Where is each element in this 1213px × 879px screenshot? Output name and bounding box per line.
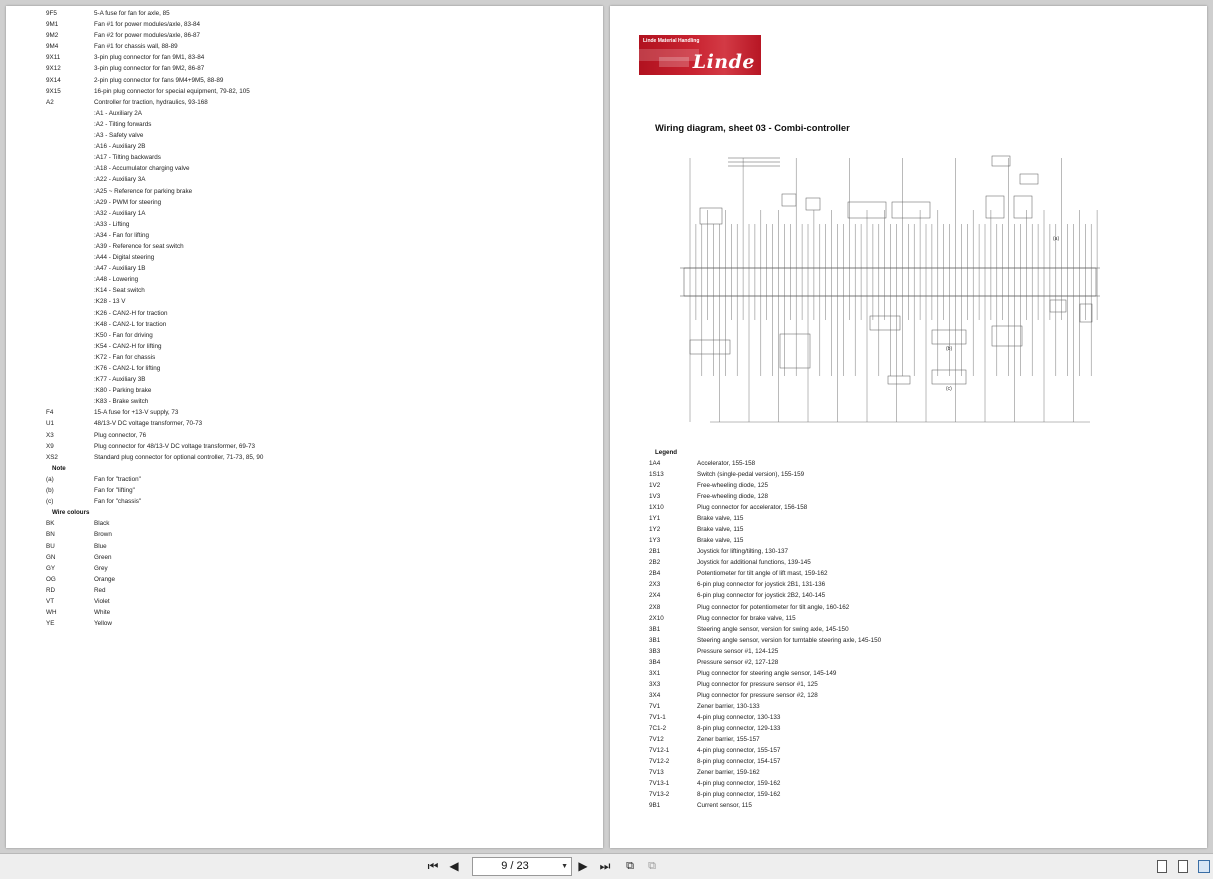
list-item — [46, 607, 111, 618]
diagram-title: Wiring diagram, sheet 03 - Combi-controller — [655, 122, 850, 133]
item-code: 7V13-2 — [649, 791, 670, 799]
list-item — [46, 119, 152, 130]
item-code: A2 — [46, 98, 54, 106]
item-description: :A47 - Auxiliary 1B — [94, 265, 146, 273]
item-code: 7C1-2 — [649, 724, 667, 732]
item-code: 7V13 — [649, 768, 664, 776]
list-item — [649, 557, 811, 568]
list-item — [46, 319, 167, 330]
next-page-icon[interactable]: ▶ — [578, 859, 588, 873]
list-item — [649, 602, 850, 613]
item-description: Free-wheeling diode, 128 — [697, 493, 769, 501]
item-code: 3X1 — [649, 669, 661, 677]
item-description: :K77 - Auxiliary 3B — [94, 376, 146, 384]
item-code: 9X15 — [46, 87, 61, 95]
page-right — [610, 6, 1207, 848]
item-description: Fan #1 for chassis wall, 88-89 — [94, 43, 178, 51]
viewer-toolbar — [0, 853, 1213, 879]
list-item — [46, 430, 147, 441]
fit-icon[interactable]: ⧉ — [648, 860, 656, 872]
list-item — [649, 668, 837, 679]
list-item — [46, 563, 108, 574]
list-item — [46, 8, 170, 19]
list-item — [649, 613, 796, 624]
list-item — [46, 496, 142, 507]
item-description: Brake valve, 115 — [697, 515, 744, 523]
logo-brand: Linde — [692, 51, 755, 73]
item-code: YE — [46, 620, 55, 628]
item-code: 1A4 — [649, 460, 661, 468]
item-code: 9B1 — [649, 802, 661, 810]
list-item — [46, 219, 130, 230]
item-code: BU — [46, 542, 55, 550]
item-code: 1X10 — [649, 504, 664, 512]
item-description: 3-pin plug connector for fan 9M1, 83-84 — [94, 54, 205, 62]
item-code: 1S13 — [649, 471, 664, 479]
item-description: Violet — [94, 597, 110, 605]
list-item — [46, 141, 146, 152]
item-code: RD — [46, 586, 56, 594]
item-description: Switch (single-pedal version), 155-159 — [697, 471, 805, 479]
item-description: 48/13-V DC voltage transformer, 70-73 — [94, 420, 203, 428]
item-description: Current sensor, 115 — [697, 802, 752, 810]
item-description: :A18 - Accumulator charging valve — [94, 165, 190, 173]
chevron-down-icon[interactable]: ▼ — [561, 863, 568, 870]
list-item — [46, 374, 146, 385]
list-item — [46, 274, 139, 285]
item-code: 3B1 — [649, 625, 661, 633]
item-description: Controller for traction, hydraulics, 93-168 — [94, 98, 208, 106]
item-description: :K54 - CAN2-H for lifting — [94, 342, 162, 350]
list-item — [649, 480, 769, 491]
rotate-icon[interactable]: ⧉ — [626, 860, 634, 872]
item-description: Fan for "lifting" — [94, 487, 135, 495]
list-item — [46, 352, 156, 363]
item-description: White — [94, 609, 111, 617]
item-description: Joystick for lifting/tilting, 130-137 — [697, 548, 788, 556]
item-description: :A44 - Digital steering — [94, 254, 155, 262]
item-code: 7V1 — [649, 702, 661, 710]
item-description: Fan for "chassis" — [94, 498, 142, 506]
item-code: BN — [46, 531, 55, 539]
item-code: 9M1 — [46, 21, 59, 29]
list-item — [46, 541, 107, 552]
item-description: Steering angle sensor, version for turntable steering axle, 145-150 — [697, 636, 882, 644]
item-description: :A3 - Safety valve — [94, 132, 144, 140]
item-description: Potentiometer for tilt angle of lift mast, 159-162 — [697, 570, 828, 578]
item-description: Plug connector for potentiometer for tilt angle, 160-162 — [697, 603, 850, 611]
list-item — [46, 230, 149, 241]
item-code: X3 — [46, 431, 54, 439]
item-description: 6-pin plug connector for joystick 2B1, 131-136 — [697, 581, 826, 589]
item-description: Blue — [94, 542, 107, 550]
wiring-diagram — [670, 144, 1130, 434]
item-description: :K80 - Parking brake — [94, 387, 152, 395]
list-item — [649, 767, 760, 778]
legend-list — [649, 447, 882, 811]
list-item — [46, 163, 190, 174]
item-description: Zener barrier, 155-157 — [697, 735, 760, 743]
item-code: 1Y1 — [649, 515, 661, 523]
item-code: 3B1 — [649, 636, 661, 644]
item-description: 8-pin plug connector, 129-133 — [697, 724, 781, 732]
item-description: 6-pin plug connector for joystick 2B2, 140-145 — [697, 592, 826, 600]
item-description: :A34 - Fan for lifting — [94, 231, 149, 239]
list-item — [649, 469, 805, 480]
item-description: Accelerator, 155-158 — [697, 460, 756, 468]
list-item — [46, 341, 162, 352]
item-description: 8-pin plug connector, 154-157 — [697, 757, 781, 765]
list-item — [649, 491, 769, 502]
list-item — [46, 385, 152, 396]
list-item — [46, 518, 110, 529]
item-description: Grey — [94, 564, 108, 572]
list-item — [46, 108, 142, 119]
list-item — [46, 596, 110, 607]
item-code: (a) — [46, 475, 54, 483]
item-description: 8-pin plug connector, 159-162 — [697, 791, 781, 799]
list-item — [649, 535, 744, 546]
item-description: :K48 - CAN2-L for traction — [94, 320, 167, 328]
list-item — [46, 485, 135, 496]
list-item — [649, 646, 779, 657]
item-description: :A32 - Auxiliary 1A — [94, 209, 146, 217]
list-item — [649, 789, 781, 800]
list-item — [649, 712, 781, 723]
item-description: Joystick for additional functions, 139-145 — [697, 559, 811, 567]
item-code: 1V2 — [649, 482, 661, 490]
item-description: Fan for "traction" — [94, 475, 141, 483]
item-description: Zener barrier, 130-133 — [697, 702, 760, 710]
list-item — [649, 524, 744, 535]
continuous-icon[interactable] — [1178, 860, 1188, 873]
item-description: 4-pin plug connector, 130-133 — [697, 713, 781, 721]
linde-logo — [639, 35, 761, 75]
item-description: :K14 - Seat switch — [94, 287, 145, 295]
item-description: :K26 - CAN2-H for traction — [94, 309, 168, 317]
item-code: 3X4 — [649, 691, 661, 699]
list-item — [46, 441, 256, 452]
list-item — [46, 241, 184, 252]
item-code: 1V3 — [649, 493, 661, 501]
list-item — [649, 458, 756, 469]
diagram-label-c: (c) — [946, 386, 952, 392]
wire-colours-heading: Wire colours — [52, 509, 90, 517]
item-description: :A25 ~ Reference for parking brake — [94, 187, 193, 195]
item-code: OG — [46, 575, 56, 583]
item-description: Fan #1 for power modules/axle, 83-84 — [94, 21, 201, 29]
item-code: BK — [46, 520, 55, 528]
item-code: 2B4 — [649, 570, 661, 578]
first-page-icon[interactable]: ⏮ — [427, 859, 439, 873]
item-description: :A2 - Tilting forwards — [94, 120, 152, 128]
item-description: :A48 - Lowering — [94, 276, 139, 284]
item-description: :K28 - 13 V — [94, 298, 126, 306]
item-description: Orange — [94, 575, 116, 583]
list-item — [46, 529, 112, 540]
item-description: Free-wheeling diode, 125 — [697, 482, 769, 490]
item-description: Plug connector for 48/13-V DC voltage transformer, 69-73 — [94, 442, 256, 450]
note-heading: Note — [52, 464, 66, 472]
item-code: 9X14 — [46, 76, 61, 84]
list-item — [46, 97, 208, 108]
list-item — [46, 618, 112, 629]
item-code: GY — [46, 564, 56, 572]
list-item — [46, 208, 146, 219]
item-code: WH — [46, 609, 57, 617]
item-description: 3-pin plug connector for fan 9M2, 86-87 — [94, 65, 205, 73]
list-item — [649, 778, 781, 789]
list-item — [649, 690, 818, 701]
item-description: 5-A fuse for fan for axle, 85 — [94, 10, 170, 17]
item-description: Brown — [94, 531, 112, 539]
item-code: 7V13-1 — [649, 780, 670, 787]
single-page-icon[interactable] — [1157, 860, 1167, 873]
item-code: 7V12 — [649, 735, 664, 743]
item-description: 4-pin plug connector, 155-157 — [697, 746, 781, 754]
item-code: 2X10 — [649, 614, 664, 622]
list-item — [46, 41, 178, 52]
list-item — [46, 252, 155, 263]
item-code: (c) — [46, 498, 54, 506]
list-item — [46, 19, 201, 30]
item-description: Plug connector, 76 — [94, 431, 147, 439]
item-description: Black — [94, 520, 110, 528]
item-code: 2X8 — [649, 603, 661, 611]
item-description: Plug connector for brake valve, 115 — [697, 614, 796, 622]
list-item — [649, 679, 818, 690]
legend-heading: Legend — [655, 449, 678, 456]
list-item — [46, 552, 112, 563]
list-item — [649, 756, 781, 767]
item-code: 7V12-1 — [649, 746, 670, 754]
list-item — [46, 174, 146, 185]
list-item — [46, 474, 141, 485]
item-code: 1Y2 — [649, 526, 661, 534]
item-code: 9X12 — [46, 65, 61, 73]
item-code: 2B1 — [649, 548, 661, 556]
list-item — [649, 590, 826, 601]
list-item — [46, 396, 149, 407]
item-code: 9M4 — [46, 43, 59, 51]
list-item — [46, 130, 144, 141]
item-code: 2B2 — [649, 559, 661, 567]
item-description: :K83 - Brake switch — [94, 398, 149, 406]
item-code: 2X3 — [649, 581, 661, 589]
list-item — [649, 657, 779, 668]
list-item — [46, 585, 106, 596]
prev-page-icon[interactable]: ◀ — [449, 859, 459, 873]
item-code: U1 — [46, 420, 55, 428]
list-item — [649, 734, 760, 745]
list-item — [649, 701, 760, 712]
item-code: 9F5 — [46, 10, 57, 17]
page-number-input[interactable] — [472, 857, 572, 876]
item-description: Red — [94, 586, 106, 594]
list-item — [649, 513, 744, 524]
item-code: X9 — [46, 442, 54, 450]
item-description: :A39 - Reference for seat switch — [94, 242, 184, 250]
list-item — [46, 296, 126, 307]
list-item — [46, 30, 201, 41]
item-description: Brake valve, 115 — [697, 526, 744, 534]
item-code: 7V12-2 — [649, 757, 670, 765]
item-code: (b) — [46, 487, 54, 495]
item-code: GN — [46, 553, 56, 561]
item-description: :A22 - Auxiliary 3A — [94, 176, 146, 184]
list-item — [46, 75, 224, 86]
two-page-icon[interactable] — [1198, 860, 1210, 873]
item-description: Plug connector for pressure sensor #2, 128 — [697, 691, 818, 699]
item-code: XS2 — [46, 453, 58, 461]
item-description: :A33 - Lifting — [94, 220, 130, 228]
item-description: :A17 - Tilting backwards — [94, 154, 161, 162]
list-item — [46, 363, 161, 374]
item-description: :A29 - PWM for steering — [94, 198, 162, 206]
item-description: 4-pin plug connector, 159-162 — [697, 780, 781, 787]
list-item — [46, 63, 205, 74]
list-item — [46, 152, 161, 163]
item-code: 3B4 — [649, 658, 661, 666]
list-item — [46, 330, 153, 341]
item-code: 7V1-1 — [649, 713, 666, 721]
list-item — [46, 186, 193, 197]
item-code: 3X3 — [649, 680, 661, 688]
item-description: :K50 - Fan for driving — [94, 331, 153, 339]
item-description: Plug connector for steering angle sensor, 145-149 — [697, 669, 837, 677]
diagram-label-a: (a) — [1053, 236, 1060, 242]
list-item — [649, 635, 882, 646]
list-item — [649, 579, 826, 590]
item-description: Brake valve, 115 — [697, 537, 744, 545]
list-item — [46, 263, 146, 274]
item-code: 3B3 — [649, 647, 661, 655]
list-item — [46, 285, 145, 296]
item-description: Yellow — [94, 620, 112, 628]
item-code: 9M2 — [46, 32, 59, 40]
page-left — [6, 6, 603, 848]
item-description: Plug connector for pressure sensor #1, 125 — [697, 680, 818, 688]
item-description: Pressure sensor #1, 124-125 — [697, 647, 779, 655]
list-item — [46, 574, 116, 585]
item-code: VT — [46, 597, 55, 605]
item-description: :A1 - Auxiliary 2A — [94, 109, 142, 117]
item-description: :A16 - Auxiliary 2B — [94, 143, 146, 151]
component-list — [46, 8, 264, 629]
list-item — [649, 568, 828, 579]
item-description: :K76 - CAN2-L for lifting — [94, 365, 161, 372]
item-code: 9X11 — [46, 54, 61, 62]
logo-tagline: Linde Material Handling — [643, 38, 700, 44]
page-indicator: 9 / 23 — [501, 860, 529, 872]
list-item — [649, 723, 781, 734]
list-item — [649, 745, 781, 756]
list-item — [649, 624, 849, 635]
item-description: Plug connector for accelerator, 156-158 — [697, 504, 808, 512]
item-description: Zener barrier, 159-162 — [697, 768, 760, 776]
list-item — [46, 452, 264, 463]
list-item — [649, 546, 788, 557]
list-item — [649, 800, 752, 811]
item-description: Green — [94, 553, 112, 561]
item-code: 2X4 — [649, 592, 661, 600]
item-description: 15-A fuse for +13-V supply, 73 — [94, 409, 179, 417]
list-item — [46, 418, 203, 429]
item-code: F4 — [46, 409, 54, 417]
diagram-label-b: (b) — [946, 346, 953, 352]
list-item — [46, 197, 162, 208]
item-description: Pressure sensor #2, 127-128 — [697, 658, 779, 666]
list-item — [46, 407, 179, 418]
item-description: Steering angle sensor, version for swing axle, 145-150 — [697, 625, 849, 633]
item-description: 16-pin plug connector for special equipment, 79-82, 105 — [94, 87, 250, 95]
last-page-icon[interactable]: ⏭ — [599, 859, 611, 873]
list-item — [46, 308, 168, 319]
list-item — [46, 52, 205, 63]
item-description: Standard plug connector for optional controller, 71-73, 85, 90 — [94, 453, 264, 461]
list-item — [46, 86, 250, 97]
list-item — [649, 502, 808, 513]
item-description: :K72 - Fan for chassis — [94, 353, 156, 361]
item-description: 2-pin plug connector for fans 9M4+9M5, 88-89 — [94, 76, 224, 84]
item-code: 1Y3 — [649, 537, 661, 545]
item-description: Fan #2 for power modules/axle, 86-87 — [94, 32, 201, 40]
